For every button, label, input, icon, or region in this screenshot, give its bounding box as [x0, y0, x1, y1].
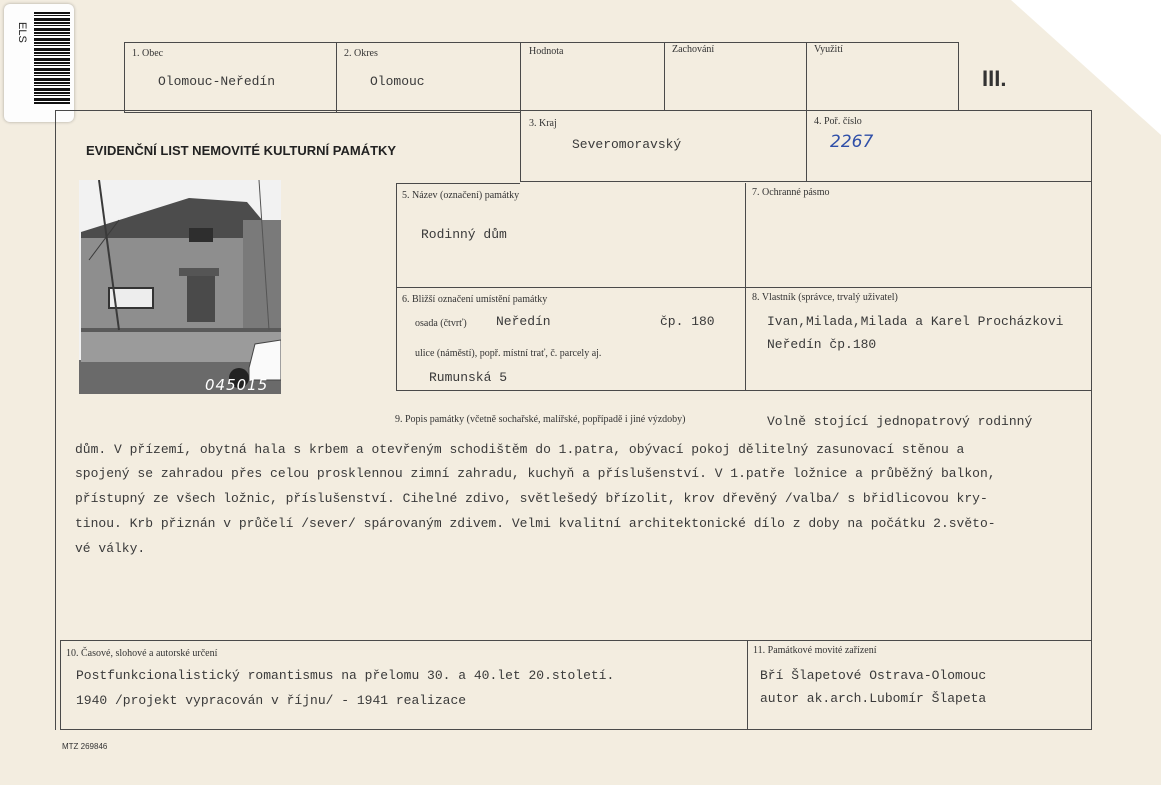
popis-line: Volně stojící jednopatrový rodinný: [767, 414, 1033, 429]
popis-line: přístupný ze všech ložnic, příslušenství. Cihelné zdivo, světlešedý břízolit, krov dřevěný /valba/ s břidlicovou kry-: [75, 491, 988, 506]
ulice-label: ulice (náměstí), popř. místní trať, č. parcely aj.: [415, 348, 602, 359]
rule: [60, 729, 1091, 730]
rule: [124, 42, 125, 112]
casove-line1: Postfunkcionalistický romantismus na přelomu 30. a 40.let 20.století.: [76, 668, 615, 683]
photo-number: 045015: [205, 376, 269, 394]
nazev-label: 5. Název (označení) památky: [402, 190, 520, 201]
rule: [958, 42, 959, 110]
zarizeni-line2: autor ak.arch.Lubomír Šlapeta: [760, 691, 987, 706]
osada-label: osada (čtvrť): [415, 318, 467, 329]
rule: [396, 287, 1091, 288]
barcode-sticker: [4, 4, 74, 122]
rule: [806, 42, 807, 182]
cislo-label: 4. Poř. číslo: [814, 116, 862, 127]
form-title: EVIDENČNÍ LIST NEMOVITÉ KULTURNÍ PAMÁTKY: [86, 143, 397, 158]
cp-value: čp. 180: [660, 314, 715, 329]
pasmo-label: 7. Ochranné pásmo: [752, 187, 830, 198]
okres-value: Olomouc: [370, 74, 425, 89]
rule: [124, 42, 958, 43]
zarizeni-label: 11. Památkové movité zařízení: [753, 645, 877, 656]
rule: [124, 112, 520, 113]
rule: [396, 390, 1091, 391]
rule: [520, 42, 521, 182]
vlastnik-label: 8. Vlastník (správce, trvalý uživatel): [752, 292, 898, 303]
barcode-icon: [34, 12, 70, 104]
barcode-label: ELS: [16, 22, 28, 43]
okres-label: 2. Okres: [344, 48, 378, 59]
vyuziti-label: Využití: [814, 44, 843, 55]
umisteni-label: 6. Bližší označení umístění památky: [402, 294, 548, 305]
zachovani-label: Zachování: [672, 44, 715, 55]
vlastnik-line1: Ivan,Milada,Milada a Karel Procházkovi: [767, 314, 1064, 329]
footer-code: MTZ 269846: [62, 742, 108, 751]
popis-line: vé války.: [75, 541, 146, 556]
rule: [55, 110, 56, 730]
nazev-value: Rodinný dům: [421, 227, 507, 242]
rule: [396, 183, 520, 184]
popis-line: spojený se zahradou přes celou prosklennou zimní zahradu, kuchyň a příslušenství. V 1.patře ložnice a průběžný balkon,: [75, 466, 996, 481]
popis-line: dům. V přízemí, obytná hala s krbem a otevřeným schodištěm do 1.patra, obývací pokoj dělitelný zasunovací stěnou a: [75, 442, 965, 457]
roman-mark: III.: [982, 66, 1007, 91]
rule: [55, 110, 1091, 111]
popis-label: 9. Popis památky (včetně sochařské, malířské, popřípadě i jiné výzdoby): [395, 414, 686, 425]
rule: [60, 640, 1091, 641]
zarizeni-line1: Bří Šlapetové Ostrava-Olomouc: [760, 668, 987, 683]
obec-value: Olomouc-Neředín: [158, 74, 276, 89]
kraj-label: 3. Kraj: [529, 118, 557, 129]
cut-corner: [1011, 0, 1161, 135]
rule: [1091, 110, 1092, 730]
kraj-value: Severomoravský: [572, 137, 682, 152]
cislo-value: 2267: [830, 132, 874, 152]
rule: [336, 42, 337, 112]
osada-value: Neředín: [496, 314, 551, 329]
ulice-value: Rumunská 5: [429, 370, 508, 385]
rule: [747, 640, 748, 730]
rule: [60, 640, 61, 730]
rule: [664, 42, 665, 110]
casove-line2: 1940 /projekt vypracován v říjnu/ - 1941 realizace: [76, 693, 467, 708]
hodnota-label: Hodnota: [529, 46, 564, 57]
casove-label: 10. Časové, slohové a autorské určení: [66, 648, 218, 659]
house-photo: [79, 180, 281, 394]
obec-label: 1. Obec: [132, 48, 164, 59]
rule: [520, 181, 1091, 182]
house-photo-image: [79, 180, 281, 394]
popis-line: tinou. Krb přiznán v průčelí /sever/ spárovaným zdivem. Velmi kvalitní architektonické dílo z doby na počátku 2.světo-: [75, 516, 996, 531]
vlastnik-line2: Neředín čp.180: [767, 337, 877, 352]
